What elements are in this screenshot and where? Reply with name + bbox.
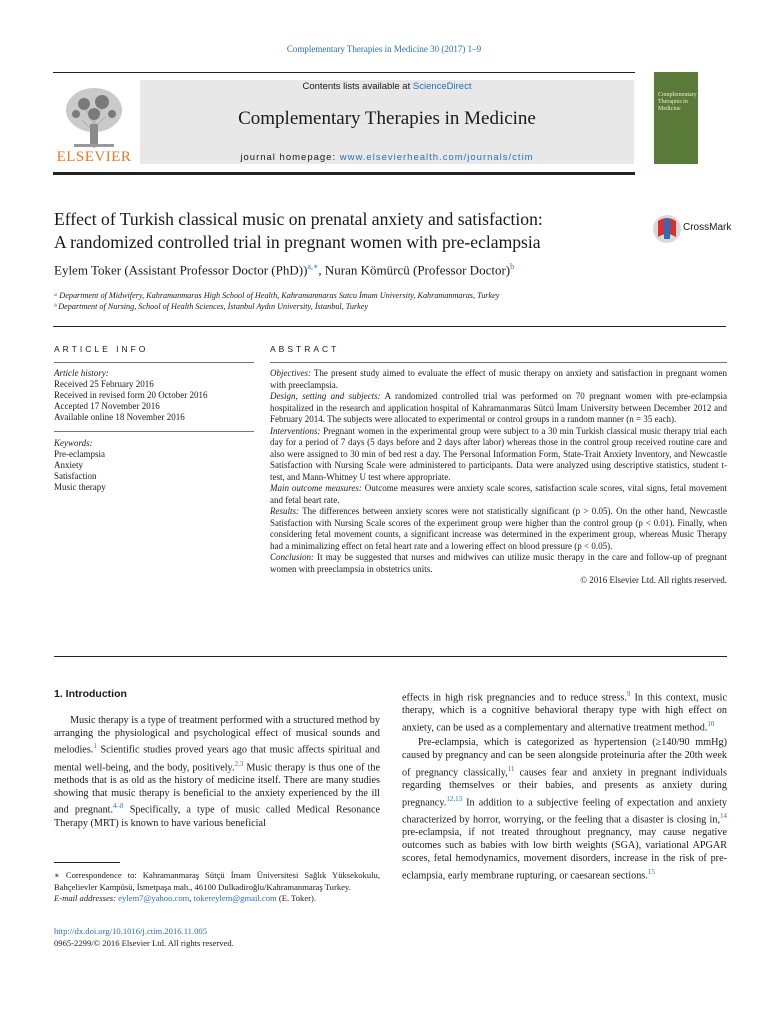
- body-column-left: [54, 688, 380, 830]
- history-accepted: Accepted 17 November 2016: [54, 401, 160, 411]
- intro-paragraph-1: [54, 715, 380, 831]
- text-run: pre-eclampsia, if not treated throughout pregnancy, may cause negative outcomes such as babies with low birth weights (SGA), variational APGAR scores, fetal hemodynamics, movement disorders, increase in the risk of pre-eclampsia, early membrane rupturing, or caesarean sections.: [402, 827, 727, 881]
- abstract-outcome: Outcome measures were anxiety scale scores, satisfaction scale scores, vital signs, fetal movement and fetal heart rate.: [270, 483, 727, 505]
- citation-link[interactable]: 1: [93, 742, 97, 751]
- correspondence-footnote: [54, 870, 380, 905]
- abstract-rule-top: [270, 362, 727, 363]
- article-info-heading: ARTICLE INFO: [54, 344, 149, 354]
- intro-paragraph-1-cont: [402, 688, 727, 735]
- text-run: Music therapy is thus one of the methods that is as old as the history of medicine itself. There are many studies showing that music therapy is beneficial to the anxiety experienced by the ill and pregnant.: [54, 761, 380, 816]
- footnote-rule: [54, 862, 120, 863]
- abstract-objectives-label: Objectives:: [270, 368, 311, 378]
- keyword: Satisfaction: [54, 471, 97, 481]
- text-run: Pre-eclampsia, which is categorized as hypertension (≥140/90 mmHg) caused by pregnancy and can be seen alongside proteinuria after the 20th week of pregnancy classically,: [402, 737, 727, 779]
- contents-prefix: Contents lists available at: [302, 81, 413, 92]
- abstract-copyright: © 2016 Elsevier Ltd. All rights reserved.: [580, 575, 727, 585]
- citation-link[interactable]: 2,3: [234, 759, 244, 768]
- publisher-wordmark: ELSEVIER: [56, 149, 132, 165]
- email-line: [54, 893, 380, 905]
- text-run: causes fear and anxiety in pregnant individuals regarding themselves or their babies, and presents as anxiety during pregnancy.: [402, 767, 727, 809]
- abstract-heading: ABSTRACT: [270, 344, 340, 354]
- cover-title: Complementary Therapies in Medicine: [658, 92, 697, 112]
- text-run: Specifically, a type of music called Medical Resonance Therapy (MRT) is known to have various beneficial: [54, 804, 380, 829]
- citation-link[interactable]: 14: [720, 811, 727, 820]
- body-column-right: [402, 688, 727, 883]
- header-rule-top: [53, 72, 635, 73]
- article-history: [54, 368, 254, 423]
- email-separator: ,: [189, 893, 194, 903]
- homepage-prefix: journal homepage:: [240, 152, 340, 163]
- email-suffix: (E. Toker).: [276, 893, 317, 903]
- abstract-results-label: Results:: [270, 506, 299, 516]
- abstract-rule-bottom: [54, 656, 727, 657]
- email-link-1[interactable]: eylem7@yahoo.com: [118, 893, 190, 903]
- keyword: Anxiety: [54, 460, 83, 470]
- article-title-line-2: A randomized controlled trial in pregnant women with pre-eclampsia: [54, 232, 541, 252]
- abstract-design: A randomized controlled trial was performed on 70 pregnant women with pre-eclampsia hospitalized in the research and application hospital of Kahramanmaras Sütcü İmam University between December 2012 and February 2014. The subjects were allocated to experimental or control groups in a random manner (n = 35 each).: [270, 391, 727, 424]
- article-title: [54, 208, 644, 254]
- header-rule-bottom: [53, 172, 635, 175]
- doi-block: [54, 926, 234, 949]
- crossmark-label[interactable]: CrossMark: [683, 222, 732, 233]
- intro-paragraph-2: [402, 737, 727, 883]
- article-info-rule: [54, 362, 254, 363]
- abstract-interventions-label: Interventions:: [270, 425, 321, 436]
- keywords: [54, 438, 254, 493]
- history-online: Available online 18 November 2016: [54, 412, 185, 422]
- journal-cover-image: [654, 72, 698, 164]
- abstract-results: The differences between anxiety scores were not statistically significant (p > 0.05). On the other hand, Newcastle Satisfaction with Nursing Scale scores of the experiment group were higher than the control group (p < 0.01). Finally, when considering fetal movement counts, a significant increase was determined in the experiment group, whereas Music Therapy had a minimalizing effect on fetal heart rate and a lowering effect on blood pressure (p < 0.05).: [270, 506, 727, 551]
- abstract-objectives: The present study aimed to evaluate the effect of music therapy on anxiety and satisfaction in pregnant women with preeclampsia.: [270, 368, 727, 390]
- abstract-outcome-label: Main outcome measures:: [270, 483, 362, 493]
- citation-link[interactable]: 4–8: [113, 802, 124, 811]
- issn-copyright: 0965-2299/© 2016 Elsevier Ltd. All rights reserved.: [54, 937, 234, 948]
- sciencedirect-link[interactable]: ScienceDirect: [412, 81, 472, 92]
- author-1: Eylem Toker (Assistant Professor Doctor (PhD)): [54, 262, 308, 278]
- text-run: Music therapy is a type of treatment performed with a structured method by arranging the physiological and psychological effect of musical sounds and melodies.: [54, 714, 380, 756]
- citation-link[interactable]: 15: [647, 867, 655, 876]
- abstract-conclusion-label: Conclusion:: [270, 552, 314, 562]
- journal-reference[interactable]: Complementary Therapies in Medicine 30 (2017) 1–9: [286, 44, 482, 54]
- homepage-link[interactable]: www.elsevierhealth.com/journals/ctim: [339, 152, 534, 163]
- author-2-affil[interactable]: b: [510, 262, 515, 271]
- text-run: In addition to a subjective feeling of expectation and anxiety characterized by horror, worrying, or the feeling that a disaster is closing in,: [402, 797, 727, 826]
- journal-title: Complementary Therapies in Medicine: [238, 108, 536, 129]
- history-received: Received 25 February 2016: [54, 379, 154, 389]
- correspondence-address: ∗ Correspondence to: Kahramanmaraş Sütçü İmam Üniversitesi Sağlık Yüksekokulu, Bahçelievler Kampüsü, İsmetpaşa mah., 46100 Dulkadiroğlu/Kahramanmaraş Turkey.: [54, 870, 380, 892]
- journal-homepage: [140, 152, 634, 163]
- affiliation-b: ᵇ Department of Nursing, School of Health Sciences, İstanbul Aydın University, İstanbul, Turkey: [54, 302, 369, 311]
- abstract-conclusion: It may be suggested that nurses and midwives can utilize music therapy in the care and follow-up of pregnant women with preeclampsia in obstetrics units.: [270, 552, 727, 574]
- citation-link[interactable]: 9: [626, 690, 631, 698]
- email-label: E-mail addresses:: [54, 893, 116, 903]
- contents-line: [140, 81, 634, 92]
- keyword: Pre-eclampsia: [54, 449, 105, 459]
- citation-link[interactable]: 10: [707, 719, 715, 728]
- abstract-interventions: Pregnant women in the experimental group were subject to a 30 min Turkish classical music therapy trial each day for a period of 7 days (5 days before and 2 days after labor) whereas those in the control group received routine care and also were assigned to 30 min of bed rest a day. The Personal Information Form, State-Trait Anxiety Inventory, and Newcastle Satisfaction with Nursing Scale were administered to participants. Data were analyzed using descriptive statistics, student t-test, and Mann-Whitney U test where appropriate.: [270, 425, 727, 482]
- keywords-rule: [54, 431, 254, 432]
- doi-link[interactable]: http://dx.doi.org/10.1016/j.ctim.2016.11.005: [54, 926, 208, 936]
- text-run: Scientific studies proved years ago that music affects spiritual and mental well-being, and the body, positively.: [54, 744, 380, 773]
- email-link-2[interactable]: tokereylem@gmail.com: [193, 893, 277, 903]
- keywords-label: Keywords:: [54, 438, 93, 448]
- affiliation-rule: [53, 326, 726, 327]
- abstract-body: [270, 368, 727, 587]
- history-revised: Received in revised form 20 October 2016: [54, 390, 208, 400]
- keyword: Music therapy: [54, 482, 106, 492]
- article-title-line-1: Effect of Turkish classical music on prenatal anxiety and satisfaction:: [54, 209, 543, 229]
- abstract-design-label: Design, setting and subjects:: [270, 391, 381, 401]
- author-list: [54, 262, 714, 278]
- citation-link[interactable]: 12,13: [446, 794, 463, 803]
- author-separator: ,: [318, 262, 325, 278]
- section-heading-introduction: 1. Introduction: [54, 688, 127, 700]
- text-run: In this context, music therapy, which is a cognitive behavioral therapy type with high effect on anxiety, can be used as a complementary and alternative treatment method.: [402, 692, 727, 734]
- text-run: effects in high risk pregnancies and to reduce stress.: [402, 692, 627, 704]
- history-label: Article history:: [54, 368, 109, 378]
- citation-link[interactable]: 11: [507, 764, 515, 773]
- author-1-affil[interactable]: a,∗: [307, 262, 319, 271]
- crossmark-icon[interactable]: [652, 213, 682, 245]
- affiliation-a: ᵃ Department of Midwifery, Kahramanmaras High School of Health, Kahramanmaras Sutcu İmam University, Kahramanmaras, Turkey: [54, 291, 500, 300]
- author-2: Nuran Kömürcü (Professor Doctor): [324, 262, 511, 278]
